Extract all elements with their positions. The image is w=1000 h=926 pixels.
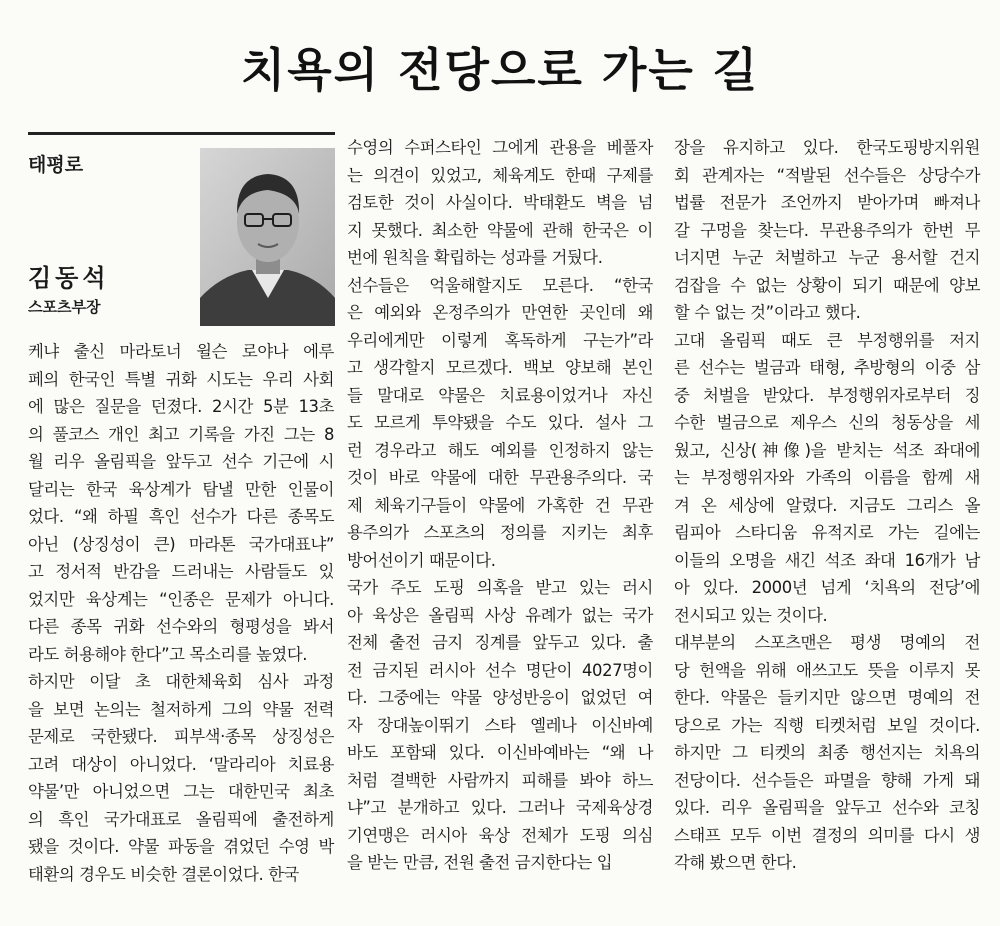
body-text-line: 회 관계자는 “적발된 선수들은 상당수가 (674, 165, 980, 185)
body-text-line: 고대 올림픽 때도 큰 부정행위를 저지 (674, 330, 980, 350)
body-text-line: 번에 원칙을 확립하는 성과를 거뒀다. (347, 248, 603, 267)
author-photo (200, 148, 335, 326)
body-text-line: 처럼 결백한 사람까지 피해를 봐야 하느 (347, 770, 653, 790)
body-text-line: 중 처벌을 받았다. 부정행위자로부터 징 (674, 385, 980, 405)
body-text-line: 장을 유지하고 있다. 한국도핑방지위원 (674, 138, 980, 157)
body-text-line: 있다. 리우 올림픽을 앞두고 선수와 코칭 (674, 798, 980, 817)
body-text-line: 스태프 모두 이번 결정의 의미를 다시 생 (674, 825, 980, 845)
body-text-line: 기연맹은 러시아 육상 전체가 도핑 의심 (347, 825, 653, 845)
body-text-line: 전시되고 있는 것이다. (674, 605, 828, 625)
body-text-line: 수영의 수퍼스타인 그에게 관용을 베풀자 (347, 138, 653, 157)
body-text-line: 는 의견이 있었고, 체육계도 한때 구제를 (347, 165, 653, 185)
body-text-line: 을 받는 만큼, 전원 출전 금지한다는 입 (347, 853, 613, 872)
body-text-line: 아 육상은 올림픽 사상 유례가 없는 국가 (347, 605, 653, 625)
body-text-line: 바도 포함돼 있다. 이신바예바는 “왜 나 (347, 743, 653, 762)
body-text-line: 전당이다. 선수들은 파멸을 향해 가게 돼 (674, 770, 980, 790)
body-text-line: 너지면 누군 처벌하고 누군 용서할 건지 (674, 248, 980, 267)
body-text-line: 다. 그중에는 약물 양성반응이 없었던 여 (347, 688, 653, 707)
body-text-line: 고 정서적 반감을 드러내는 사람들도 있 (28, 562, 334, 581)
body-text-line: 고려 대상이 아니었다. ‘말라리아 치료용 (28, 754, 334, 774)
body-text-line: 갈 구멍을 찾는다. 무관용주의가 한번 무 (674, 220, 980, 240)
body-text-line: 었다. “왜 하필 흑인 선수가 다른 종목도 (28, 507, 334, 526)
body-text-line: 대부분의 스포츠맨은 평생 명예의 전 (674, 633, 980, 652)
body-text-line: 이들의 오명을 새긴 석조 좌대 16개가 남 (674, 550, 980, 570)
body-text-line: 페의 한국인 특별 귀화 시도는 우리 사회 (28, 369, 334, 389)
body-text-line: 우리에게만 이렇게 혹독하게 구는가”라 (347, 330, 653, 350)
body-text-line: 하지만 이달 초 대한체육회 심사 과정 (28, 672, 334, 691)
body-text-line: 용주의가 스포츠의 정의를 지키는 최후 (347, 523, 653, 542)
body-text-line: 의 풀코스 개인 최고 기록을 가진 그는 8 (28, 424, 334, 444)
author-portrait-image (200, 148, 335, 326)
body-text-line: 림피아 스타디움 유적지로 가는 길에는 (674, 523, 980, 542)
body-text-line: 당으로 가는 직행 티켓처럼 보일 것이다. (674, 715, 980, 735)
author-title: 스포츠부장 (28, 298, 101, 316)
body-text-line: 방어선이기 때문이다. (347, 550, 496, 570)
body-text-line: 검잡을 수 없는 상황이 되기 때문에 양보 (674, 275, 980, 295)
column-top-rule (28, 132, 335, 135)
body-text-line: 런 경우라고 해도 예외를 인정하지 않는 (347, 440, 653, 460)
body-text-line: 른 선수는 벌금과 태형, 추방형의 이중 삼 (674, 358, 980, 377)
body-text-line: 었지만 육상계는 “인종은 문제가 아니다. (28, 589, 334, 609)
body-text-line: 들 말대로 약물은 치료용이었거나 자신 (347, 385, 653, 405)
body-text-line: 는 부정행위자와 가족의 이름을 함께 새 (674, 468, 980, 487)
body-text-line: 문제로 국한됐다. 피부색·종목 상징성은 (28, 727, 334, 746)
body-text-line: 약물’만 아니었으면 그는 대한민국 최초 (28, 782, 334, 801)
body-text-line: 선수들은 억울해할지도 모른다. “한국 (347, 275, 653, 295)
body-text-line: 각해 봤으면 한다. (674, 853, 797, 872)
body-text-line: 의 흑인 국가대표로 올림픽에 출전하게 (28, 809, 334, 829)
body-text-line: 국가 주도 도핑 의혹을 받고 있는 러시 (347, 578, 653, 597)
body-text-line: 하지만 그 티켓의 최종 행선지는 치욕의 (674, 743, 980, 762)
article-headline: 치욕의 전당으로 가는 길 (240, 43, 760, 97)
body-text-line: 제 체육기구들이 약물에 가혹한 건 무관 (347, 495, 653, 515)
body-text-line: 당 헌액을 위해 애쓰고도 뜻을 이루지 못 (674, 660, 980, 680)
body-text-line: 전 금지된 러시아 선수 명단이 4027명이 (347, 660, 653, 680)
body-text-line: 검토한 것이 사실이다. 박태환도 벽을 넘 (347, 193, 653, 212)
body-column-3 (674, 134, 980, 877)
body-text-line: 태환의 경우도 비슷한 결론이었다. 한국 (28, 864, 299, 884)
body-text-line: 지 못했다. 최소한 약물에 관해 한국은 이 (347, 220, 653, 240)
body-text-line: 아닌 (상징성이 큰) 마라톤 국가대표냐” (28, 534, 334, 554)
body-text-line: 은 예외와 온정주의가 만연한 곳인데 왜 (347, 303, 653, 322)
body-text-line: 한다. 약물은 들키지만 않으면 명예의 전 (674, 688, 980, 707)
body-text-line: 전체 출전 금지 징계를 앞두고 있다. 출 (347, 633, 653, 652)
body-text-line: 라도 허용해야 한다”고 목소리를 높였다. (28, 644, 308, 664)
body-text-line: 에 많은 질문을 던졌다. 2시간 5분 13초 (28, 397, 334, 416)
body-text-line: 법률 전문가 조언까지 받아가며 빠져나 (674, 193, 980, 212)
body-text-line: 냐”고 분개하고 있다. 그러나 국제육상경 (347, 798, 653, 817)
body-text-line: 도 모르게 투약됐을 수도 있다. 설사 그 (347, 413, 653, 432)
column-label: 태평로 (28, 154, 84, 176)
body-text-line: 달리는 한국 육상계가 탐낼 만한 인물이 (28, 479, 334, 499)
body-text-line: 월 리우 올림픽을 앞두고 선수 기근에 시 (28, 452, 334, 471)
body-text-line: 할 수 없는 것”이라고 했다. (674, 303, 861, 322)
author-name: 김동석 (28, 264, 110, 292)
body-text-line: 것이 바로 약물에 대한 무관용주의다. 국 (347, 468, 653, 487)
body-column-2 (347, 134, 653, 877)
body-text-line: 을 보면 논의는 철저하게 그의 약물 전력 (28, 699, 334, 719)
body-column-1 (28, 338, 334, 888)
body-text-line: 수한 벌금으로 제우스 신의 청동상을 세 (674, 413, 980, 432)
body-text-line: 겨 온 세상에 알렸다. 지금도 그리스 올 (674, 495, 980, 515)
body-text-line: 아 있다. 2000년 넘게 ‘치욕의 전당’에 (674, 578, 980, 597)
body-text-line: 됐을 것이다. 약물 파동을 겪었던 수영 박 (28, 837, 334, 856)
body-text-line: 웠고, 신상(神像)을 받치는 석조 좌대에 (674, 440, 980, 460)
body-text-line: 고 생각할지 모르겠다. 백보 양보해 본인 (347, 358, 653, 377)
body-text-line: 자 장대높이뛰기 스타 옐레나 이신바예 (347, 715, 653, 735)
body-text-line: 다른 종목 귀화 선수와의 형평성을 봐서 (28, 617, 334, 636)
body-text-line: 케냐 출신 마라토너 윌슨 로야나 에루 (28, 342, 334, 361)
